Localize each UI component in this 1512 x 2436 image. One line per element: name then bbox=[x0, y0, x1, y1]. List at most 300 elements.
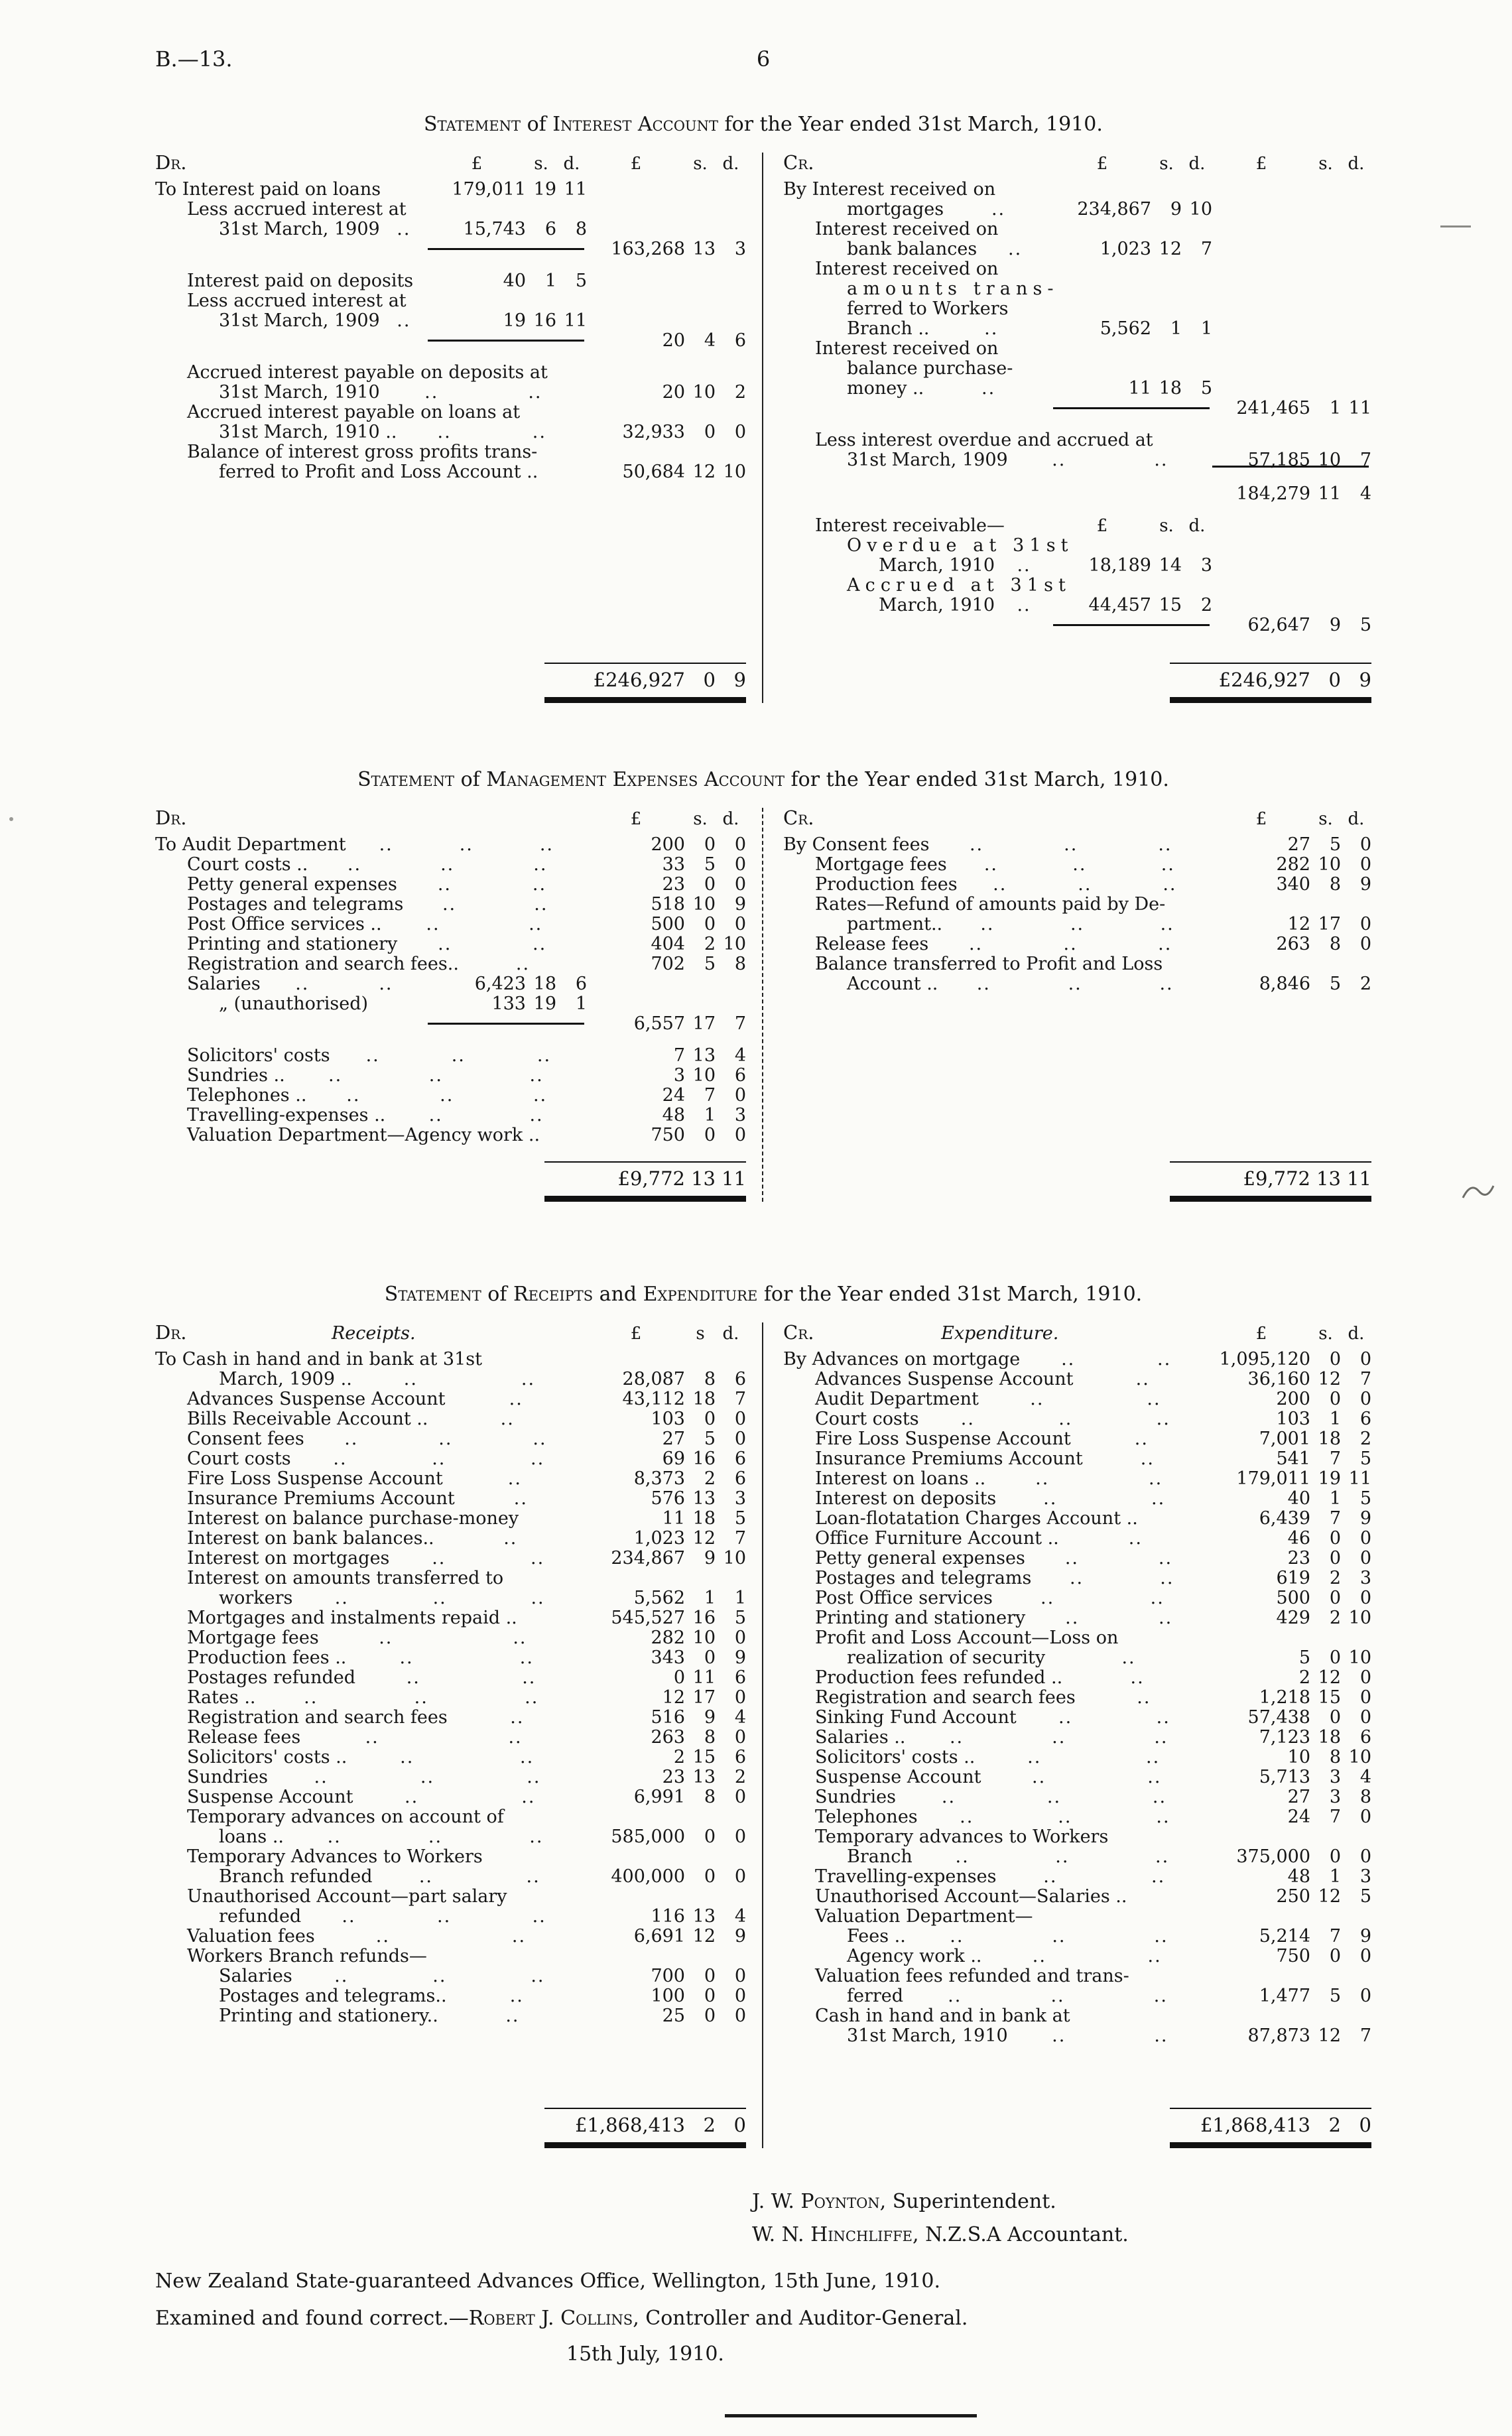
amount-group bbox=[1212, 1688, 1371, 1708]
row-label-text: By Interest received on bbox=[783, 179, 996, 200]
amount-cell: 0 bbox=[704, 1827, 716, 1847]
dot-leader: .. bbox=[980, 914, 995, 934]
amount-cell: 40 bbox=[1287, 1488, 1310, 1509]
ledger-row bbox=[783, 1708, 1371, 1728]
row-label bbox=[155, 291, 746, 311]
amount-cell: 0 bbox=[1359, 1349, 1371, 1370]
amount-cell: 15,743 bbox=[463, 219, 526, 239]
amount-cell: 0 bbox=[1329, 1946, 1341, 1966]
row-label-text: Sinking Fund Account bbox=[815, 1707, 1017, 1728]
dot-leader: .. bbox=[1147, 1946, 1162, 1966]
heading-label bbox=[783, 153, 1053, 172]
dot-leader: .. bbox=[1032, 1946, 1046, 1966]
row-label-text: Temporary advances on account of bbox=[187, 1807, 504, 1827]
dot-leader: .. bbox=[432, 1548, 446, 1569]
ledger-row bbox=[155, 835, 746, 855]
dot-leader: .. bbox=[519, 1647, 534, 1668]
row-label-text: Rates—Refund of amounts paid by De- bbox=[815, 894, 1166, 915]
dot-leader: .. bbox=[529, 1065, 544, 1086]
ledger-row bbox=[783, 1529, 1371, 1549]
row-label bbox=[155, 1847, 746, 1867]
amount-cell: 7,001 bbox=[1259, 1429, 1310, 1449]
row-label-text: Registration and search fees bbox=[815, 1687, 1076, 1708]
total-amount bbox=[544, 670, 746, 690]
row-label bbox=[783, 516, 1053, 536]
amount-group bbox=[587, 835, 746, 855]
amount-group bbox=[1212, 1847, 1371, 1867]
amount-cell: 0 bbox=[1359, 1667, 1371, 1688]
amount-cell: 0 bbox=[1329, 1528, 1341, 1549]
amount-cell: 702 bbox=[651, 954, 685, 974]
ledger-grid bbox=[155, 808, 1371, 1202]
amount-cell: 0 bbox=[734, 1125, 746, 1145]
row-label bbox=[783, 1688, 1212, 1708]
amount-group bbox=[587, 331, 746, 351]
dot-leader: .. bbox=[1061, 1349, 1076, 1370]
amount-cell: 12 bbox=[1159, 239, 1182, 259]
ledger-row bbox=[783, 1927, 1371, 1947]
amount-cell: 27 bbox=[1287, 1787, 1310, 1807]
amount-cell: 375,000 bbox=[1236, 1846, 1310, 1867]
total-cell: 11 bbox=[722, 1167, 746, 1190]
amount-group bbox=[587, 1927, 746, 1947]
amount-cell: 6,423 bbox=[474, 974, 526, 994]
total-box bbox=[544, 2108, 746, 2148]
amount-cell: 18 bbox=[533, 974, 556, 994]
signatory-name: W. N. Hinchliffe bbox=[752, 2223, 913, 2246]
ledger-side-right bbox=[763, 153, 1371, 703]
document-reference: B.—13. bbox=[155, 46, 233, 72]
row-label bbox=[783, 279, 1371, 299]
ledger-row bbox=[155, 462, 746, 482]
ledger-row bbox=[155, 1125, 746, 1145]
ledger-row bbox=[155, 1588, 746, 1608]
amount-group bbox=[428, 271, 587, 291]
side-label: Dr. bbox=[155, 151, 187, 174]
ledger-row bbox=[783, 1350, 1371, 1370]
total-amount bbox=[1170, 2115, 1371, 2135]
ledger-column-headings bbox=[155, 1322, 746, 1344]
statement-title bbox=[155, 767, 1371, 793]
amount-cell: 16 bbox=[692, 1608, 716, 1628]
title-text: for the Year ended 31st March, 1910. bbox=[718, 113, 1103, 136]
amount-cell: 0 bbox=[704, 914, 716, 934]
ledger-row bbox=[155, 1489, 746, 1509]
row-label bbox=[783, 1449, 1212, 1469]
row-label bbox=[783, 1807, 1212, 1827]
amount-cell: 2 bbox=[734, 382, 746, 403]
dot-leader: .. bbox=[976, 974, 991, 994]
amount-cell: 7 bbox=[1359, 450, 1371, 470]
row-label-text: Insurance Premiums Account bbox=[815, 1448, 1083, 1469]
amount-cell: 9 bbox=[704, 1548, 716, 1569]
row-label-text: Court costs .. bbox=[187, 854, 308, 875]
row-label-text: bank balances bbox=[847, 239, 977, 259]
amount-cell: 5 bbox=[704, 854, 716, 875]
dot-leader: .. bbox=[532, 422, 546, 442]
amount-cell: 46 bbox=[1287, 1528, 1310, 1549]
amount-cell: 14 bbox=[1159, 555, 1182, 576]
amount-group bbox=[428, 220, 587, 239]
signature-accountant bbox=[752, 2218, 1371, 2252]
amount-cell: 282 bbox=[1276, 854, 1310, 875]
amount-cell: 0 bbox=[1359, 934, 1371, 954]
amount-cell: 7 bbox=[734, 1528, 746, 1549]
page-header bbox=[155, 46, 1371, 77]
amount-cell: 32,933 bbox=[622, 422, 685, 442]
amount-group bbox=[587, 1106, 746, 1125]
row-label bbox=[155, 1125, 587, 1145]
row-label bbox=[155, 1947, 746, 1966]
ledger-row bbox=[155, 1608, 746, 1628]
row-label-text: Interest received on bbox=[815, 219, 999, 239]
row-label bbox=[155, 220, 428, 239]
dot-leader: .. bbox=[993, 874, 1007, 895]
scan-artifact-rule bbox=[725, 2414, 977, 2417]
amount-cell: 750 bbox=[1276, 1946, 1310, 1966]
amount-group bbox=[1212, 1947, 1371, 1966]
amount-cell: 10 bbox=[1348, 1647, 1371, 1668]
column-header-cell: d. bbox=[1348, 1324, 1365, 1344]
amount-cell: 0 bbox=[1329, 1349, 1341, 1370]
row-label-text: Valuation Department—Agency work .. bbox=[187, 1125, 540, 1145]
amount-group bbox=[587, 875, 746, 895]
amount-group bbox=[587, 1867, 746, 1887]
row-label-text: Overdue at 31st bbox=[847, 535, 1074, 556]
row-label bbox=[155, 915, 587, 934]
ledger-row bbox=[155, 200, 746, 220]
ledger-row bbox=[783, 1907, 1371, 1927]
amount-cell: 7 bbox=[673, 1045, 685, 1066]
dot-leader: .. bbox=[1050, 1986, 1065, 2006]
row-label bbox=[783, 1628, 1371, 1648]
dot-leader: .. bbox=[1158, 934, 1172, 954]
amount-cell: 17 bbox=[1318, 914, 1341, 934]
amount-group bbox=[587, 1728, 746, 1748]
dot-leader: .. bbox=[1058, 1707, 1073, 1728]
amount-cell: 0 bbox=[734, 1429, 746, 1449]
dot-leader: .. bbox=[428, 1105, 443, 1125]
amount-group bbox=[587, 1429, 746, 1449]
ledger-row bbox=[783, 1787, 1371, 1807]
row-label-text: Interest on mortgages bbox=[187, 1548, 390, 1569]
ledger-row bbox=[155, 403, 746, 422]
row-label bbox=[783, 1986, 1212, 2006]
amount-cell: 7 bbox=[1329, 1448, 1341, 1469]
ledger-row bbox=[783, 516, 1371, 536]
amount-cell: 0 bbox=[734, 1085, 746, 1106]
row-label bbox=[155, 1066, 587, 1086]
amount-cell: 5,214 bbox=[1259, 1926, 1310, 1947]
amount-cell: 0 bbox=[1359, 1946, 1371, 1966]
ledger-row bbox=[155, 1046, 746, 1066]
row-label-text: Accrued interest payable on loans at bbox=[187, 402, 521, 422]
amount-cell: 12 bbox=[692, 462, 716, 482]
column-header-cell: d. bbox=[722, 1324, 739, 1344]
row-label bbox=[155, 1867, 587, 1887]
ledger-row bbox=[155, 383, 746, 403]
dot-leader: .. bbox=[379, 1628, 393, 1648]
row-label-text: By Consent fees bbox=[783, 834, 930, 855]
amount-group bbox=[1212, 875, 1371, 895]
amount-cell: 3 bbox=[734, 1488, 746, 1509]
amount-group bbox=[587, 1014, 746, 1034]
amount-group bbox=[587, 1549, 746, 1569]
title-text: of bbox=[481, 1283, 513, 1306]
ledger-row bbox=[155, 1389, 746, 1409]
amount-group bbox=[1212, 1927, 1371, 1947]
column-header-cell: d. bbox=[1348, 154, 1365, 174]
column-header-cell: d. bbox=[1188, 516, 1206, 536]
statement-title bbox=[155, 1281, 1371, 1308]
amount-cell: 9 bbox=[1329, 615, 1341, 635]
amount-cell: 7 bbox=[734, 1013, 746, 1034]
row-label bbox=[155, 895, 587, 915]
row-label bbox=[155, 1529, 587, 1549]
amount-cell: 541 bbox=[1276, 1448, 1310, 1469]
title-text: Interest Account bbox=[552, 113, 719, 136]
row-label bbox=[783, 1728, 1212, 1748]
row-label bbox=[155, 1549, 587, 1569]
dot-leader: .. bbox=[327, 1827, 342, 1847]
amount-group bbox=[1212, 855, 1371, 875]
dot-leader: .. bbox=[397, 219, 411, 239]
dot-leader: .. bbox=[1052, 1926, 1066, 1947]
amount-cell: 2 bbox=[1359, 974, 1371, 994]
row-label bbox=[783, 239, 1053, 259]
amount-cell: 6 bbox=[734, 1747, 746, 1767]
ledger-row bbox=[155, 954, 746, 974]
amount-cell: 18 bbox=[1159, 378, 1182, 399]
amount-group bbox=[1212, 1324, 1371, 1344]
amount-cell: 24 bbox=[662, 1085, 685, 1106]
amount-cell: 0 bbox=[1329, 1548, 1341, 1569]
row-label-text: Petty general expenses bbox=[187, 874, 397, 895]
amount-cell: 36,160 bbox=[1247, 1369, 1310, 1389]
rule-line bbox=[1053, 407, 1210, 409]
row-label bbox=[783, 1947, 1212, 1966]
row-label-text: March, 1910 bbox=[879, 555, 995, 576]
signatory-title: , Superintendent. bbox=[879, 2190, 1056, 2213]
total-cell: 0 bbox=[733, 2114, 746, 2136]
dot-leader: .. bbox=[424, 382, 439, 403]
dot-leader: .. bbox=[400, 1747, 414, 1767]
row-label-text: Rates .. bbox=[187, 1687, 256, 1708]
row-label bbox=[155, 1409, 587, 1429]
dot-leader: .. bbox=[1030, 1389, 1044, 1409]
row-label bbox=[783, 855, 1212, 875]
amount-cell: 3 bbox=[734, 239, 746, 259]
amount-cell: 15 bbox=[1318, 1687, 1341, 1708]
amount-group bbox=[1212, 1529, 1371, 1549]
ledger-row bbox=[783, 220, 1371, 239]
amount-cell: 103 bbox=[651, 1409, 685, 1429]
amount-cell: 18 bbox=[1318, 1429, 1341, 1449]
amount-group bbox=[587, 422, 746, 442]
amount-cell: 0 bbox=[704, 1409, 716, 1429]
amount-cell: 4 bbox=[734, 1906, 746, 1927]
amount-group bbox=[1212, 2026, 1371, 2046]
amount-cell: 8 bbox=[734, 954, 746, 974]
dot-leader: .. bbox=[379, 834, 393, 855]
amount-cell: 234,867 bbox=[1077, 199, 1151, 220]
dot-leader: .. bbox=[533, 1429, 547, 1449]
ledger-row bbox=[783, 934, 1371, 954]
row-label bbox=[155, 1887, 746, 1907]
row-label-text: partment.. bbox=[847, 914, 943, 934]
amount-cell: 23 bbox=[1287, 1548, 1310, 1569]
total-cell: 2 bbox=[1328, 2114, 1341, 2136]
column-header-cell: s bbox=[696, 1324, 705, 1344]
amount-cell: 1 bbox=[544, 271, 556, 291]
row-label bbox=[155, 1569, 746, 1588]
row-label-text: money .. bbox=[847, 378, 924, 399]
row-label-text: Profit and Loss Account—Loss on bbox=[815, 1628, 1119, 1648]
total-box bbox=[544, 663, 746, 703]
amount-cell: 9 bbox=[734, 894, 746, 915]
signature-block bbox=[155, 2185, 1371, 2252]
amount-cell: 0 bbox=[1359, 1687, 1371, 1708]
amount-group bbox=[1212, 1867, 1371, 1887]
amount-group bbox=[587, 1688, 746, 1708]
column-header-cell: d. bbox=[563, 154, 580, 174]
ledger-row bbox=[155, 1847, 746, 1867]
amount-cell: 1 bbox=[1200, 318, 1212, 339]
dot-leader: .. bbox=[428, 1065, 443, 1086]
dot-leader: .. bbox=[521, 1369, 536, 1389]
amount-cell: 2 bbox=[673, 1747, 685, 1767]
dot-leader: .. bbox=[511, 1926, 527, 1947]
total-cell: 13 bbox=[1316, 1167, 1341, 1190]
row-label-text: Suspense Account bbox=[815, 1767, 981, 1787]
amount-group bbox=[428, 180, 587, 200]
row-label bbox=[783, 556, 1053, 576]
dot-leader: .. bbox=[344, 1429, 359, 1449]
row-label-text: 31st March, 1909 bbox=[847, 450, 1008, 470]
total-top-rule bbox=[544, 2108, 746, 2109]
amount-group bbox=[587, 1748, 746, 1767]
amount-cell: 10 bbox=[1287, 1747, 1310, 1767]
total-row bbox=[783, 2092, 1371, 2148]
row-label bbox=[783, 1429, 1212, 1449]
amount-cell: 10 bbox=[692, 1065, 716, 1086]
amount-cell: 12 bbox=[1318, 1886, 1341, 1907]
row-label-text: workers bbox=[219, 1588, 293, 1608]
ledger-row bbox=[783, 596, 1371, 615]
amount-cell: 0 bbox=[704, 1647, 716, 1668]
amount-group bbox=[1212, 1807, 1371, 1827]
row-label-text: Postages and telegrams bbox=[187, 894, 404, 915]
ledger-row bbox=[783, 2006, 1371, 2026]
heading-label bbox=[783, 1322, 1212, 1344]
amount-cell: 0 bbox=[704, 2006, 716, 2026]
amount-cell: 27 bbox=[1287, 834, 1310, 855]
amount-cell: 5 bbox=[734, 1508, 746, 1529]
row-label-text: Fire Loss Suspense Account bbox=[187, 1468, 443, 1489]
ledger-row bbox=[783, 1966, 1371, 1986]
row-label-text: Solicitors' costs bbox=[187, 1045, 330, 1066]
ledger-row bbox=[155, 1688, 746, 1708]
amount-cell: 19 bbox=[533, 994, 556, 1014]
amount-cell: 23 bbox=[662, 874, 685, 895]
row-label bbox=[155, 442, 746, 462]
row-label-text: Salaries bbox=[187, 974, 261, 994]
rule-line bbox=[428, 1023, 584, 1025]
ledger-row bbox=[155, 442, 746, 462]
amount-cell: 0 bbox=[1359, 914, 1371, 934]
dot-leader: .. bbox=[527, 1767, 541, 1787]
dot-leader: .. bbox=[534, 894, 548, 915]
ledger-row bbox=[783, 1648, 1371, 1668]
row-label-text: Valuation fees bbox=[187, 1926, 315, 1947]
row-label bbox=[155, 1509, 587, 1529]
amount-cell: 100 bbox=[651, 1986, 685, 2006]
amount-group bbox=[587, 154, 746, 174]
amount-cell: 0 bbox=[734, 1727, 746, 1748]
column-header-cell: s. bbox=[534, 154, 548, 174]
amount-cell: 5 bbox=[1329, 974, 1341, 994]
amount-group bbox=[1053, 239, 1212, 259]
amount-cell: 25 bbox=[662, 2006, 685, 2026]
title-text: Statement bbox=[384, 1283, 481, 1306]
statement-management-expenses-account bbox=[155, 767, 1371, 1202]
column-header-cell: s. bbox=[1318, 154, 1333, 174]
amount-group bbox=[1212, 1668, 1371, 1688]
dot-leader: .. bbox=[941, 1787, 956, 1807]
ledger-row bbox=[783, 319, 1371, 339]
ledger-row bbox=[783, 259, 1371, 279]
amount-cell: 0 bbox=[704, 1866, 716, 1887]
total-amount bbox=[1170, 670, 1371, 690]
amount-cell: 11 bbox=[692, 1667, 716, 1688]
total-cell: £1,868,413 bbox=[1200, 2114, 1310, 2136]
amount-cell: 13 bbox=[692, 1767, 716, 1787]
dot-leader: .. bbox=[521, 1787, 536, 1807]
amount-cell: 4 bbox=[1359, 1767, 1371, 1787]
amount-cell: 0 bbox=[704, 834, 716, 855]
amount-cell: 0 bbox=[1329, 1846, 1341, 1867]
ledger-side-left bbox=[155, 808, 763, 1202]
row-label-text: To Audit Department bbox=[155, 834, 346, 855]
ledger-side-right bbox=[763, 808, 1371, 1202]
row-label bbox=[783, 1370, 1212, 1389]
amount-cell: 8 bbox=[704, 1727, 716, 1748]
ledger-row bbox=[783, 1947, 1371, 1966]
amount-cell: 2 bbox=[734, 1767, 746, 1787]
ledger-row bbox=[783, 1867, 1371, 1887]
ledger-row bbox=[155, 1966, 746, 1986]
amount-group bbox=[1212, 1648, 1371, 1668]
amount-cell: 500 bbox=[1276, 1588, 1310, 1608]
row-label-text: Fees .. bbox=[847, 1926, 906, 1947]
row-label bbox=[783, 1509, 1212, 1529]
amount-group bbox=[1053, 516, 1212, 536]
ledger-row bbox=[783, 1628, 1371, 1648]
total-amount bbox=[544, 2115, 746, 2135]
amount-group bbox=[587, 954, 746, 974]
total-double-rule bbox=[544, 1196, 746, 1202]
amount-cell: 1,218 bbox=[1259, 1687, 1310, 1708]
ledger-column-headings bbox=[155, 808, 746, 829]
dot-leader: .. bbox=[1069, 1568, 1084, 1588]
amount-cell: 8,373 bbox=[633, 1468, 685, 1489]
ledger-row bbox=[155, 974, 746, 994]
amount-cell: 7 bbox=[1359, 1369, 1371, 1389]
statement-title bbox=[155, 111, 1371, 138]
total-box bbox=[1170, 2108, 1371, 2148]
row-label bbox=[783, 200, 1053, 220]
row-label-text: Bills Receivable Account .. bbox=[187, 1409, 428, 1429]
